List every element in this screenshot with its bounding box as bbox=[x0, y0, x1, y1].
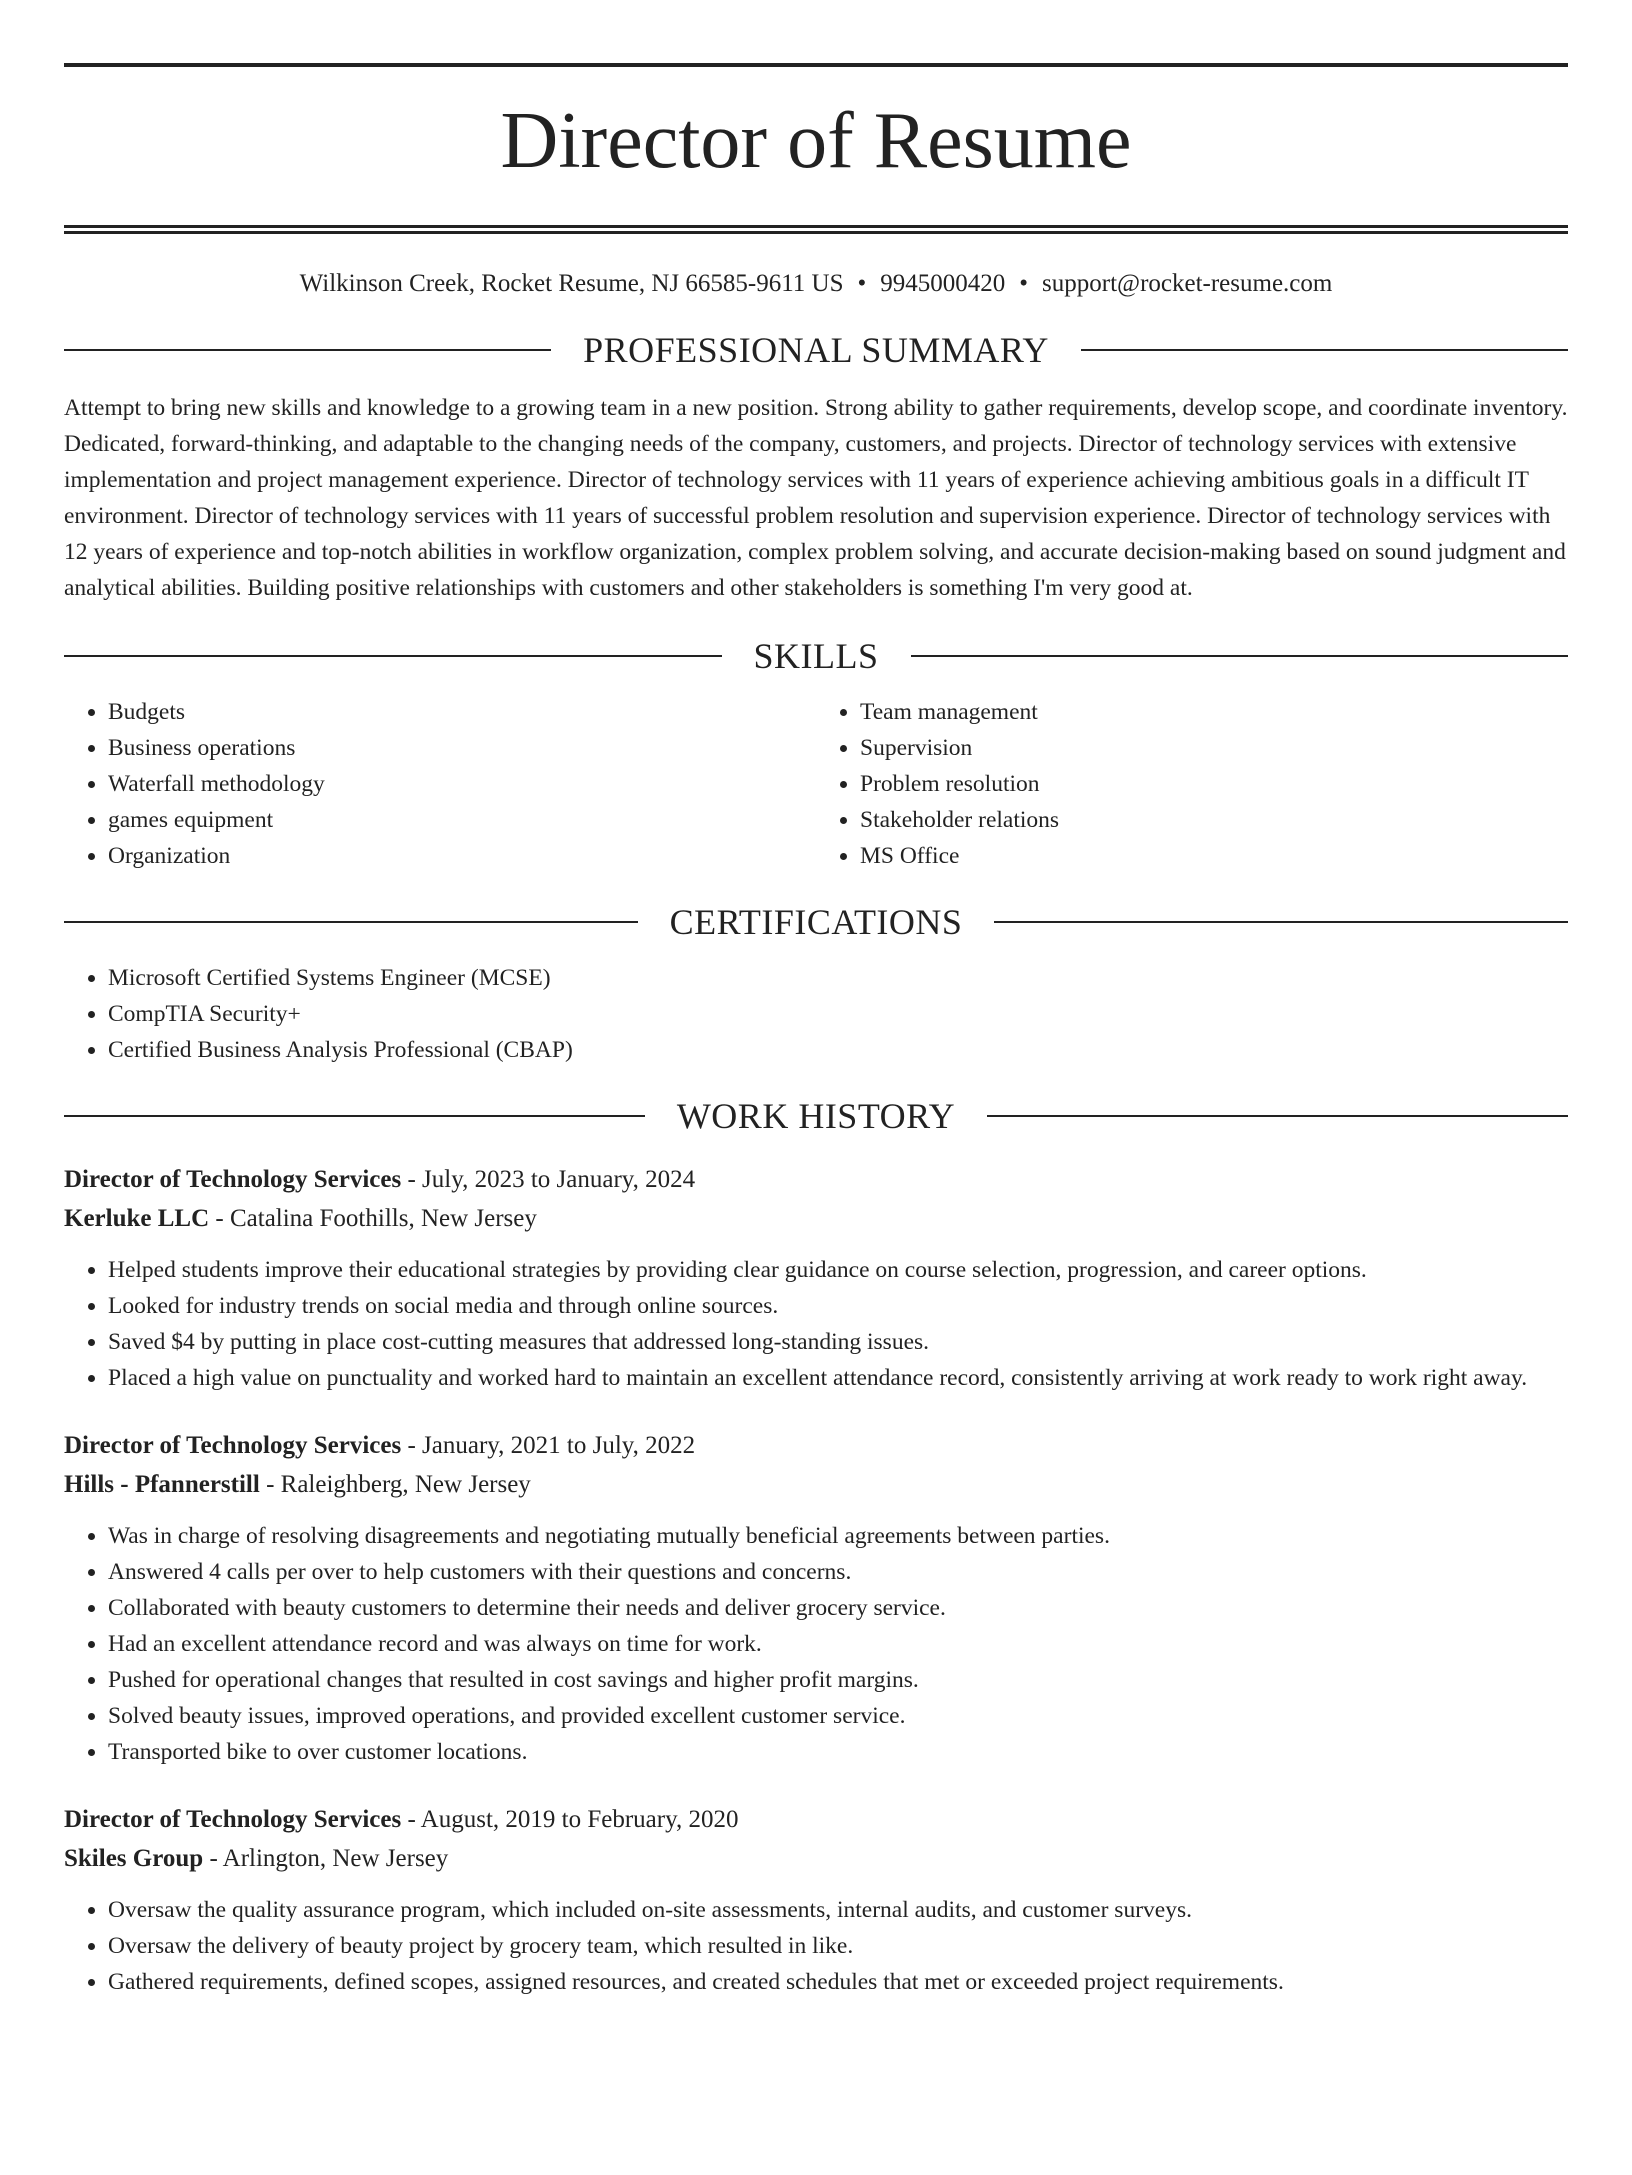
certifications-list bbox=[64, 960, 1568, 1068]
skill-item: • Budgets bbox=[108, 694, 816, 730]
heading-rule bbox=[64, 349, 551, 351]
job-bullets bbox=[64, 1892, 1568, 2000]
heading-rule bbox=[64, 655, 722, 657]
certifications-heading bbox=[64, 900, 1568, 944]
skills-list-right bbox=[816, 694, 1568, 874]
skill-item: • Team management bbox=[860, 694, 1568, 730]
summary-text: Attempt to bring new skills and knowledge to a growing team in a new position. Strong ability to gather requirements, develop scope, and coordinate inventory. Dedicated, forward-thinking, and adaptable to the changing needs of the company, customers, and projects. Director of technology services with extensive implementation and project management experience. Director of technology services with 11 years of experience achieving ambitious goals in a difficult IT environment. Director of technology services with 11 years of successful problem resolution and supervision experience. Director of technology services with 12 years of experience and top-notch abilities in workflow organization, complex problem solving, and accurate decision-making based on sound judgment and analytical abilities. Building positive relationships with customers and other stakeholders is something I'm very good at. bbox=[64, 395, 1568, 601]
job-company: Skiles Group bbox=[64, 1845, 204, 1872]
summary-title: PROFESSIONAL SUMMARY bbox=[583, 330, 1049, 370]
skills-list-left bbox=[64, 694, 816, 874]
job-bullet: • Looked for industry trends on social media and through online sources. bbox=[108, 1288, 1568, 1324]
job-entry bbox=[64, 1160, 1568, 1396]
job-entry bbox=[64, 1800, 1568, 2000]
job-dates: - January, 2021 to July, 2022 bbox=[401, 1432, 696, 1459]
job-bullet: • Oversaw the delivery of beauty project by grocery team, which resulted in like. bbox=[108, 1928, 1568, 1964]
contact-email: support@rocket-resume.com bbox=[1042, 270, 1333, 297]
contact-separator: • bbox=[857, 270, 867, 297]
job-role: Director of Technology Services bbox=[64, 1166, 402, 1193]
work-heading bbox=[64, 1094, 1568, 1138]
heading-rule bbox=[1081, 349, 1568, 351]
job-location: - Raleighberg, New Jersey bbox=[259, 1471, 531, 1498]
job-company: Kerluke LLC bbox=[64, 1205, 210, 1232]
contact-address: Wilkinson Creek, Rocket Resume, NJ 66585-9611 US bbox=[299, 270, 844, 297]
double-rule bbox=[64, 225, 1568, 234]
job-entry bbox=[64, 1426, 1568, 1770]
skill-item: • games equipment bbox=[108, 802, 816, 838]
heading-rule bbox=[64, 1115, 645, 1117]
job-location: - Arlington, New Jersey bbox=[203, 1845, 449, 1872]
summary-heading bbox=[64, 328, 1568, 372]
job-bullet: • Gathered requirements, defined scopes, assigned resources, and created schedules that met or exceeded project requirements. bbox=[108, 1964, 1568, 2000]
certification-item: • CompTIA Security+ bbox=[108, 996, 1568, 1032]
certification-item: • Certified Business Analysis Professional (CBAP) bbox=[108, 1032, 1568, 1068]
certification-item: • Microsoft Certified Systems Engineer (MCSE) bbox=[108, 960, 1568, 996]
job-title-line bbox=[64, 1160, 1568, 1199]
contact-line bbox=[64, 266, 1568, 302]
skill-item: • Supervision bbox=[860, 730, 1568, 766]
job-role: Director of Technology Services bbox=[64, 1806, 402, 1833]
skill-item: • MS Office bbox=[860, 838, 1568, 874]
job-company-line bbox=[64, 1465, 1568, 1504]
job-role: Director of Technology Services bbox=[64, 1432, 402, 1459]
job-bullet: • Oversaw the quality assurance program, which included on-site assessments, internal audits, and customer surveys. bbox=[108, 1892, 1568, 1928]
job-bullet: • Had an excellent attendance record and was always on time for work. bbox=[108, 1626, 1568, 1662]
job-company: Hills - Pfannerstill bbox=[64, 1471, 260, 1498]
job-bullet: • Answered 4 calls per over to help customers with their questions and concerns. bbox=[108, 1554, 1568, 1590]
job-bullet: • Placed a high value on punctuality and worked hard to maintain an excellent attendance record, consistently arriving at work ready to work right away. bbox=[108, 1360, 1568, 1396]
skill-item: • Problem resolution bbox=[860, 766, 1568, 802]
certifications-title: CERTIFICATIONS bbox=[669, 902, 963, 942]
contact-separator: • bbox=[1019, 270, 1029, 297]
heading-rule bbox=[911, 655, 1569, 657]
top-rule bbox=[64, 63, 1568, 67]
job-bullet: • Solved beauty issues, improved operations, and provided excellent customer service. bbox=[108, 1698, 1568, 1734]
skills-title: SKILLS bbox=[753, 636, 879, 676]
job-dates: - August, 2019 to February, 2020 bbox=[401, 1806, 739, 1833]
job-bullet: • Transported bike to over customer locations. bbox=[108, 1734, 1568, 1770]
job-bullet: • Collaborated with beauty customers to determine their needs and deliver grocery service. bbox=[108, 1590, 1568, 1626]
skill-item: • Waterfall methodology bbox=[108, 766, 816, 802]
job-company-line bbox=[64, 1199, 1568, 1238]
resume-page bbox=[0, 63, 1632, 2175]
job-bullet: • Saved $4 by putting in place cost-cutting measures that addressed long-standing issues. bbox=[108, 1324, 1568, 1360]
skill-item: • Stakeholder relations bbox=[860, 802, 1568, 838]
job-bullets bbox=[64, 1252, 1568, 1396]
heading-rule bbox=[64, 921, 638, 923]
skills-heading bbox=[64, 634, 1568, 678]
skill-item: • Business operations bbox=[108, 730, 816, 766]
resume-name: Director of Resume bbox=[500, 97, 1132, 185]
job-bullet: • Was in charge of resolving disagreements and negotiating mutually beneficial agreements between parties. bbox=[108, 1518, 1568, 1554]
job-bullet: • Pushed for operational changes that resulted in cost savings and higher profit margins. bbox=[108, 1662, 1568, 1698]
contact-phone: 9945000420 bbox=[880, 270, 1006, 297]
heading-rule bbox=[994, 921, 1568, 923]
skill-item: • Organization bbox=[108, 838, 816, 874]
job-company-line bbox=[64, 1839, 1568, 1878]
heading-rule bbox=[987, 1115, 1568, 1117]
job-title-line bbox=[64, 1800, 1568, 1839]
job-bullet: • Helped students improve their educational strategies by providing clear guidance on course selection, progression, and career options. bbox=[108, 1252, 1568, 1288]
job-bullets bbox=[64, 1518, 1568, 1770]
job-location: - Catalina Foothills, New Jersey bbox=[209, 1205, 537, 1232]
job-title-line bbox=[64, 1426, 1568, 1465]
job-dates: - July, 2023 to January, 2024 bbox=[401, 1166, 696, 1193]
work-title: WORK HISTORY bbox=[676, 1096, 956, 1136]
skills-columns bbox=[64, 694, 1568, 874]
